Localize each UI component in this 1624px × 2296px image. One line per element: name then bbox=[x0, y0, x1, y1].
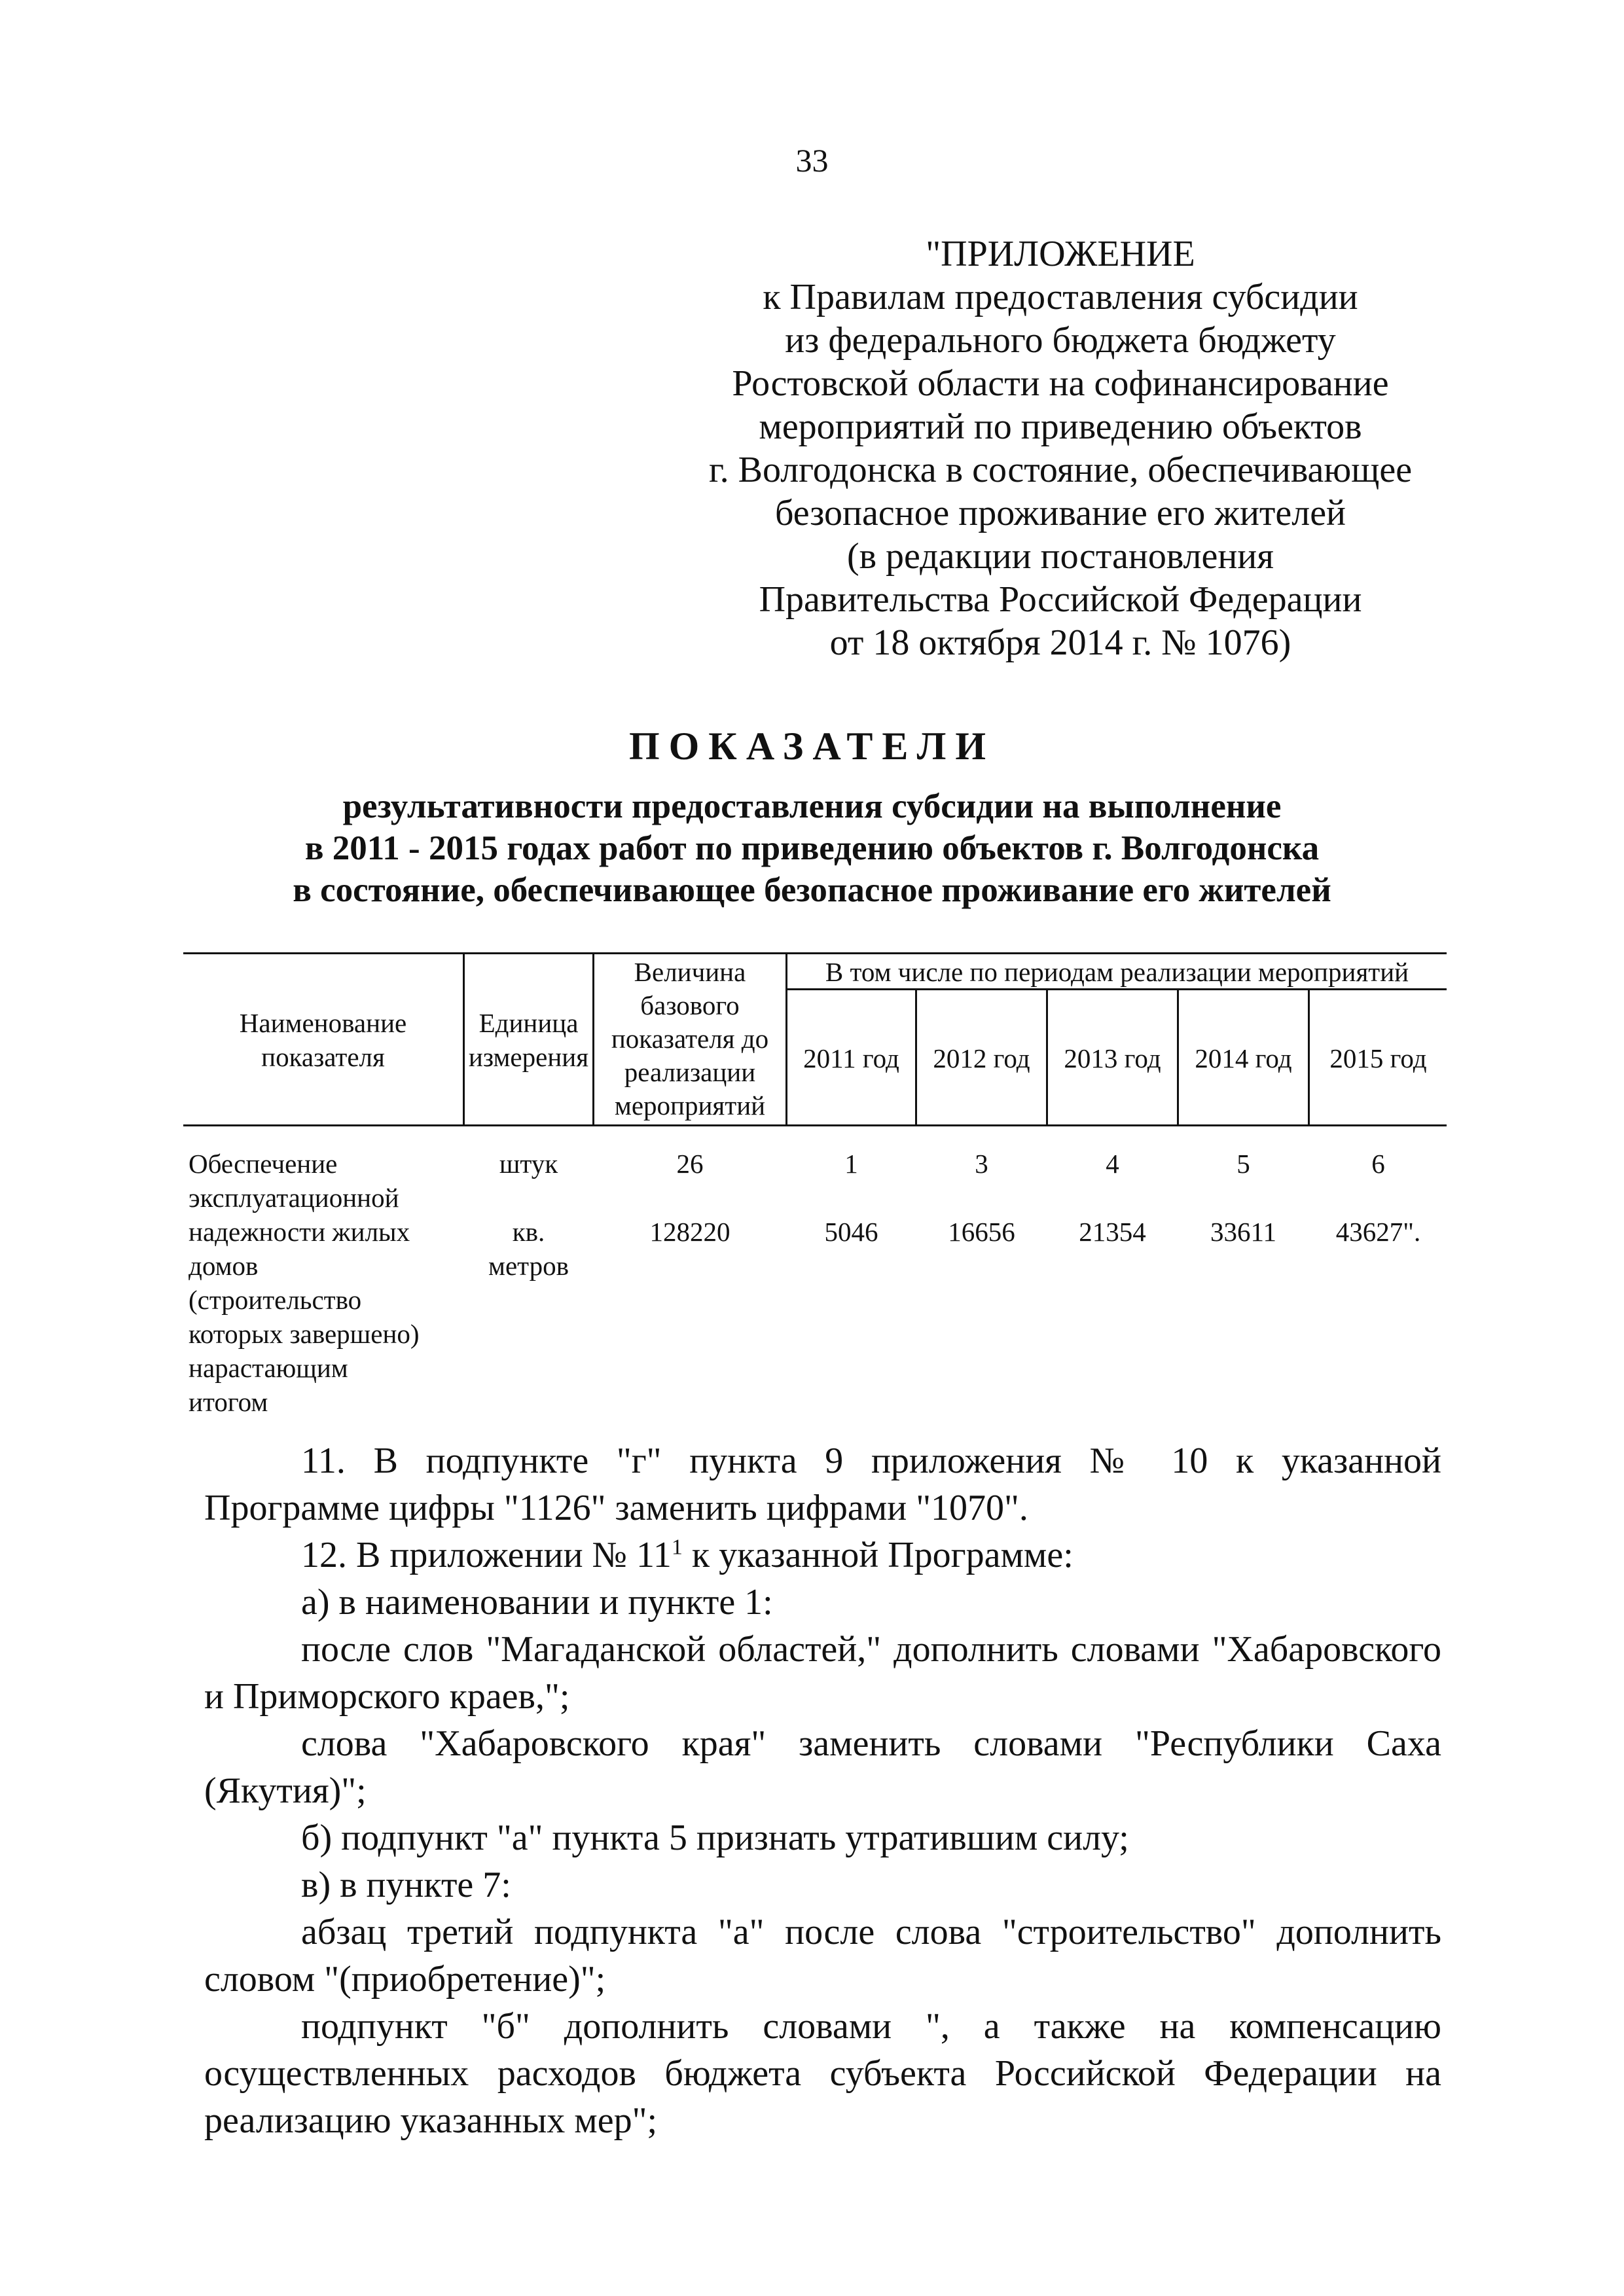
year-value-cell: 6 bbox=[1371, 1149, 1385, 1179]
table-row bbox=[0, 1215, 1624, 1283]
subparagraph-c: в) в пункте 7: bbox=[301, 1865, 511, 1905]
annex-heading bbox=[655, 232, 1466, 664]
header-indicator-name: Наименование показателя bbox=[239, 1008, 407, 1072]
amendments-text bbox=[204, 1437, 1441, 2144]
indicator-name-cell: Обеспечение эксплуатационной надежности жилых домов (строительство которых завершено) нарастающим итогом bbox=[189, 1149, 420, 1417]
paragraph-11-line2: Программе цифры "1126" заменить цифрами "1070". bbox=[204, 1488, 1028, 1528]
subparagraph-a-item2: слова "Хабаровского края" заменить словами "Республики Саха (Якутия)"; bbox=[204, 1723, 1441, 1811]
subtitle-line: в состояние, обеспечивающее безопасное проживание его жителей bbox=[293, 871, 1331, 909]
subtitle-line: в 2011 - 2015 годах работ по приведению объектов г. Волгодонска bbox=[304, 829, 1320, 867]
subparagraph-a: а) в наименовании и пункте 1: bbox=[301, 1582, 773, 1623]
base-value-cell: 26 bbox=[676, 1149, 704, 1179]
header-periods-group: В том числе по периодам реализации мероприятий bbox=[825, 957, 1409, 987]
annex-line: (в редакции постановления bbox=[846, 536, 1274, 577]
table-header-bottom-rule bbox=[183, 1124, 1447, 1126]
annex-line: от 18 октября 2014 г. № 1076) bbox=[829, 622, 1291, 663]
base-value-cell: 128220 bbox=[649, 1217, 731, 1247]
year-value-cell: 3 bbox=[975, 1149, 988, 1179]
subparagraph-c-item1: абзац третий подпункта "а" после слова "строительство" дополнить словом "(приобретение)"; bbox=[204, 1912, 1441, 2000]
year-value-cell: 4 bbox=[1106, 1149, 1119, 1179]
header-year: 2015 год bbox=[1329, 1043, 1427, 1073]
subparagraph-a-item1: после слов "Магаданской областей," дополнить словами "Хабаровского и Приморского краев,"; bbox=[204, 1629, 1441, 1717]
year-value-cell: 43627". bbox=[1335, 1217, 1421, 1247]
header-unit: Единица измерения bbox=[468, 1008, 589, 1072]
year-value-cell: 21354 bbox=[1079, 1217, 1146, 1247]
header-year: 2012 год bbox=[933, 1043, 1030, 1073]
annex-line: Правительства Российской Федерации bbox=[759, 579, 1362, 620]
table-top-rule bbox=[183, 952, 1447, 954]
annex-line: безопасное проживание его жителей bbox=[774, 493, 1346, 533]
year-value-cell: 1 bbox=[844, 1149, 858, 1179]
document-subtitle bbox=[0, 785, 1624, 911]
year-value-cell: 5 bbox=[1236, 1149, 1250, 1179]
document-title: ПОКАЗАТЕЛИ bbox=[628, 725, 996, 768]
table-row bbox=[0, 1147, 1624, 1181]
subtitle-line: результативности предоставления субсидии на выполнение bbox=[342, 787, 1282, 825]
subparagraph-c-item2: подпункт "б" дополнить словами ", а также на компенсацию осуществленных расходов бюджета субъекта Российской Федерации на реализацию указанных мер"; bbox=[204, 2006, 1441, 2141]
annex-line: из федерального бюджета бюджету bbox=[785, 320, 1336, 361]
paragraph-11-line1: 11. В подпункте "г" пункта 9 приложения № 10 к указанной bbox=[301, 1441, 1441, 1481]
annex-line: г. Волгодонска в состояние, обеспечивающее bbox=[708, 450, 1413, 490]
annex-line: Ростовской области на софинансирование bbox=[732, 363, 1389, 404]
page-number: 33 bbox=[795, 142, 829, 179]
annex-line: к Правилам предоставления субсидии bbox=[763, 277, 1358, 317]
header-year: 2011 год bbox=[803, 1043, 899, 1073]
year-value-cell: 33611 bbox=[1210, 1217, 1276, 1247]
year-value-cell: 16656 bbox=[948, 1217, 1015, 1247]
header-year: 2014 год bbox=[1195, 1043, 1292, 1073]
unit-cell: кв. метров bbox=[488, 1217, 569, 1281]
annex-line: "ПРИЛОЖЕНИЕ bbox=[926, 234, 1195, 274]
annex-line: мероприятий по приведению объектов bbox=[759, 406, 1362, 447]
header-base-value: Величина базового показателя до реализации мероприятий bbox=[611, 957, 769, 1121]
subparagraph-b: б) подпункт "а" пункта 5 признать утратившим силу; bbox=[301, 1818, 1129, 1858]
year-value-cell: 5046 bbox=[824, 1217, 878, 1247]
header-year: 2013 год bbox=[1064, 1043, 1161, 1073]
paragraph-12: 12. В приложении № $11^1$ к указанной Программе: bbox=[301, 1535, 1074, 1575]
unit-cell: штук bbox=[499, 1149, 558, 1179]
